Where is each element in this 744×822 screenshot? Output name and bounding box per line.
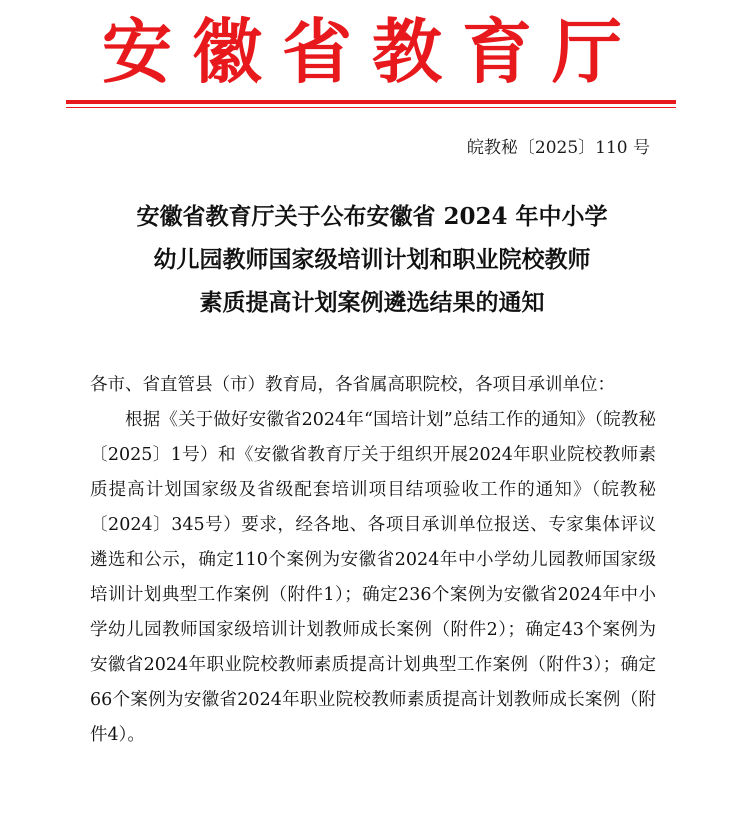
document-number: 皖教秘〔2025〕110 号 (466, 138, 650, 158)
body-paragraph: 根据《关于做好安徽省2024年“国培计划”总结工作的通知》（皖教秘〔2025〕1号）和《安徽省教育厅关于组织开展2024年职业院校教师素质提高计划国家级及省级配套培训项目结项验收工作的通知》（皖教秘〔2024〕345号）要求，经各地、各项目承训单位报送、专家集体评议遴选和公示，确定110个案例为安徽省2024年中小学幼儿园教师国家级培训计划典型工作案例（附件1）；确定236个案例为安徽省2024年中小学幼儿园教师国家级培训计划教师成长案例（附件2）；确定43个案例为安徽省2024年职业院校教师素质提高计划典型工作案例（附件3）；确定66个案例为安徽省2024年职业院校教师素质提高计划教师成长案例（附件4）。 (90, 410, 656, 745)
masthead-divider-thick (66, 100, 676, 104)
title-line-2: 幼儿园教师国家级培训计划和职业院校教师 (153, 246, 591, 273)
document-title (70, 195, 674, 324)
title-line-1: 安徽省教育厅关于公布安徽省 2024 年中小学 (136, 203, 608, 230)
masthead-title: 安徽省教育厅 (102, 10, 642, 93)
title-line-3: 素质提高计划案例遴选结果的通知 (199, 289, 545, 316)
salutation: 各市、省直管县（市）教育局，各省属高职院校，各项目承训单位： (90, 375, 615, 395)
masthead-divider-thin (66, 107, 676, 108)
document-body (90, 368, 656, 753)
